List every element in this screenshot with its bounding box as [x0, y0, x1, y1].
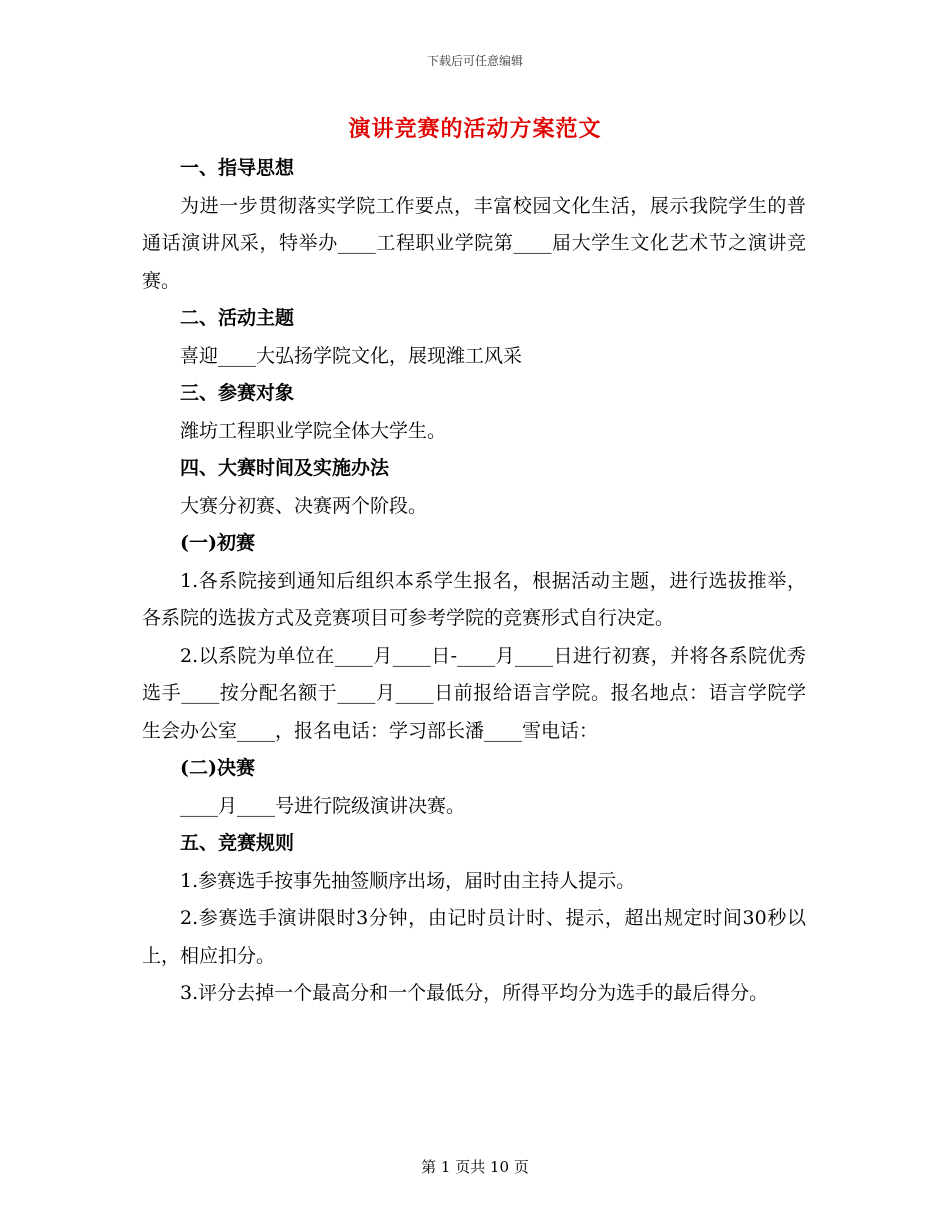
document-title: 演讲竞赛的活动方案范文 — [348, 116, 602, 142]
paragraph-schedule: 大赛分初赛、决赛两个阶段。 — [180, 494, 428, 517]
section-heading-schedule: 四、大赛时间及实施办法 — [180, 457, 390, 479]
section-heading-guiding-ideology: 一、指导思想 — [180, 157, 295, 179]
paragraph-rule-1: 1.参赛选手按事先抽签顺序出场，届时由主持人提示。 — [180, 869, 636, 892]
page-number-footer: 第 1 页共 10 页 — [421, 1158, 529, 1176]
paragraph-rule-3: 3.评分去掉一个最高分和一个最低分，所得平均分为选手的最后得分。 — [180, 982, 769, 1004]
paragraph-guiding-ideology: 为进一步贯彻落实学院工作要点，丰富校园文化生活，展示我院学生的普通话演讲风采，特举办____工程职业学院第____届大学生文化艺术节之演讲竞赛。 — [142, 194, 806, 292]
paragraph-final: ____月____号进行院级演讲决赛。 — [180, 794, 466, 817]
paragraph-rule-2: 2.参赛选手演讲限时3分钟，由记时员计时、提示，超出规定时间30秒以上，相应扣分。 — [142, 907, 806, 967]
paragraph-theme: 喜迎____大弘扬学院文化，展现潍工风采 — [180, 344, 523, 367]
subsection-heading-final: (二)决赛 — [180, 757, 255, 779]
paragraph-participants: 潍坊工程职业学院全体大学生。 — [180, 419, 447, 442]
paragraph-preliminary-2: 2.以系院为单位在____月____日-____月____日进行初赛，并将各系院优秀选手____按分配名额于____月____日前报给语言学院。报名地点：语言学院学生会办公室____，报名电话：学习部长潘____雪电话： — [142, 644, 806, 742]
section-heading-participants: 三、参赛对象 — [180, 382, 295, 404]
page-header-note: 下载后可任意编辑 — [426, 54, 523, 68]
section-heading-rules: 五、竞赛规则 — [180, 832, 295, 854]
subsection-heading-preliminary: (一)初赛 — [180, 532, 255, 554]
document-body — [142, 150, 806, 1013]
paragraph-preliminary-1: 1.各系院接到通知后组织本系学生报名，根据活动主题，进行选拔推举，各系院的选拔方式及竞赛项目可参考学院的竞赛形式自行决定。 — [142, 569, 806, 629]
section-heading-theme: 二、活动主题 — [180, 307, 295, 329]
